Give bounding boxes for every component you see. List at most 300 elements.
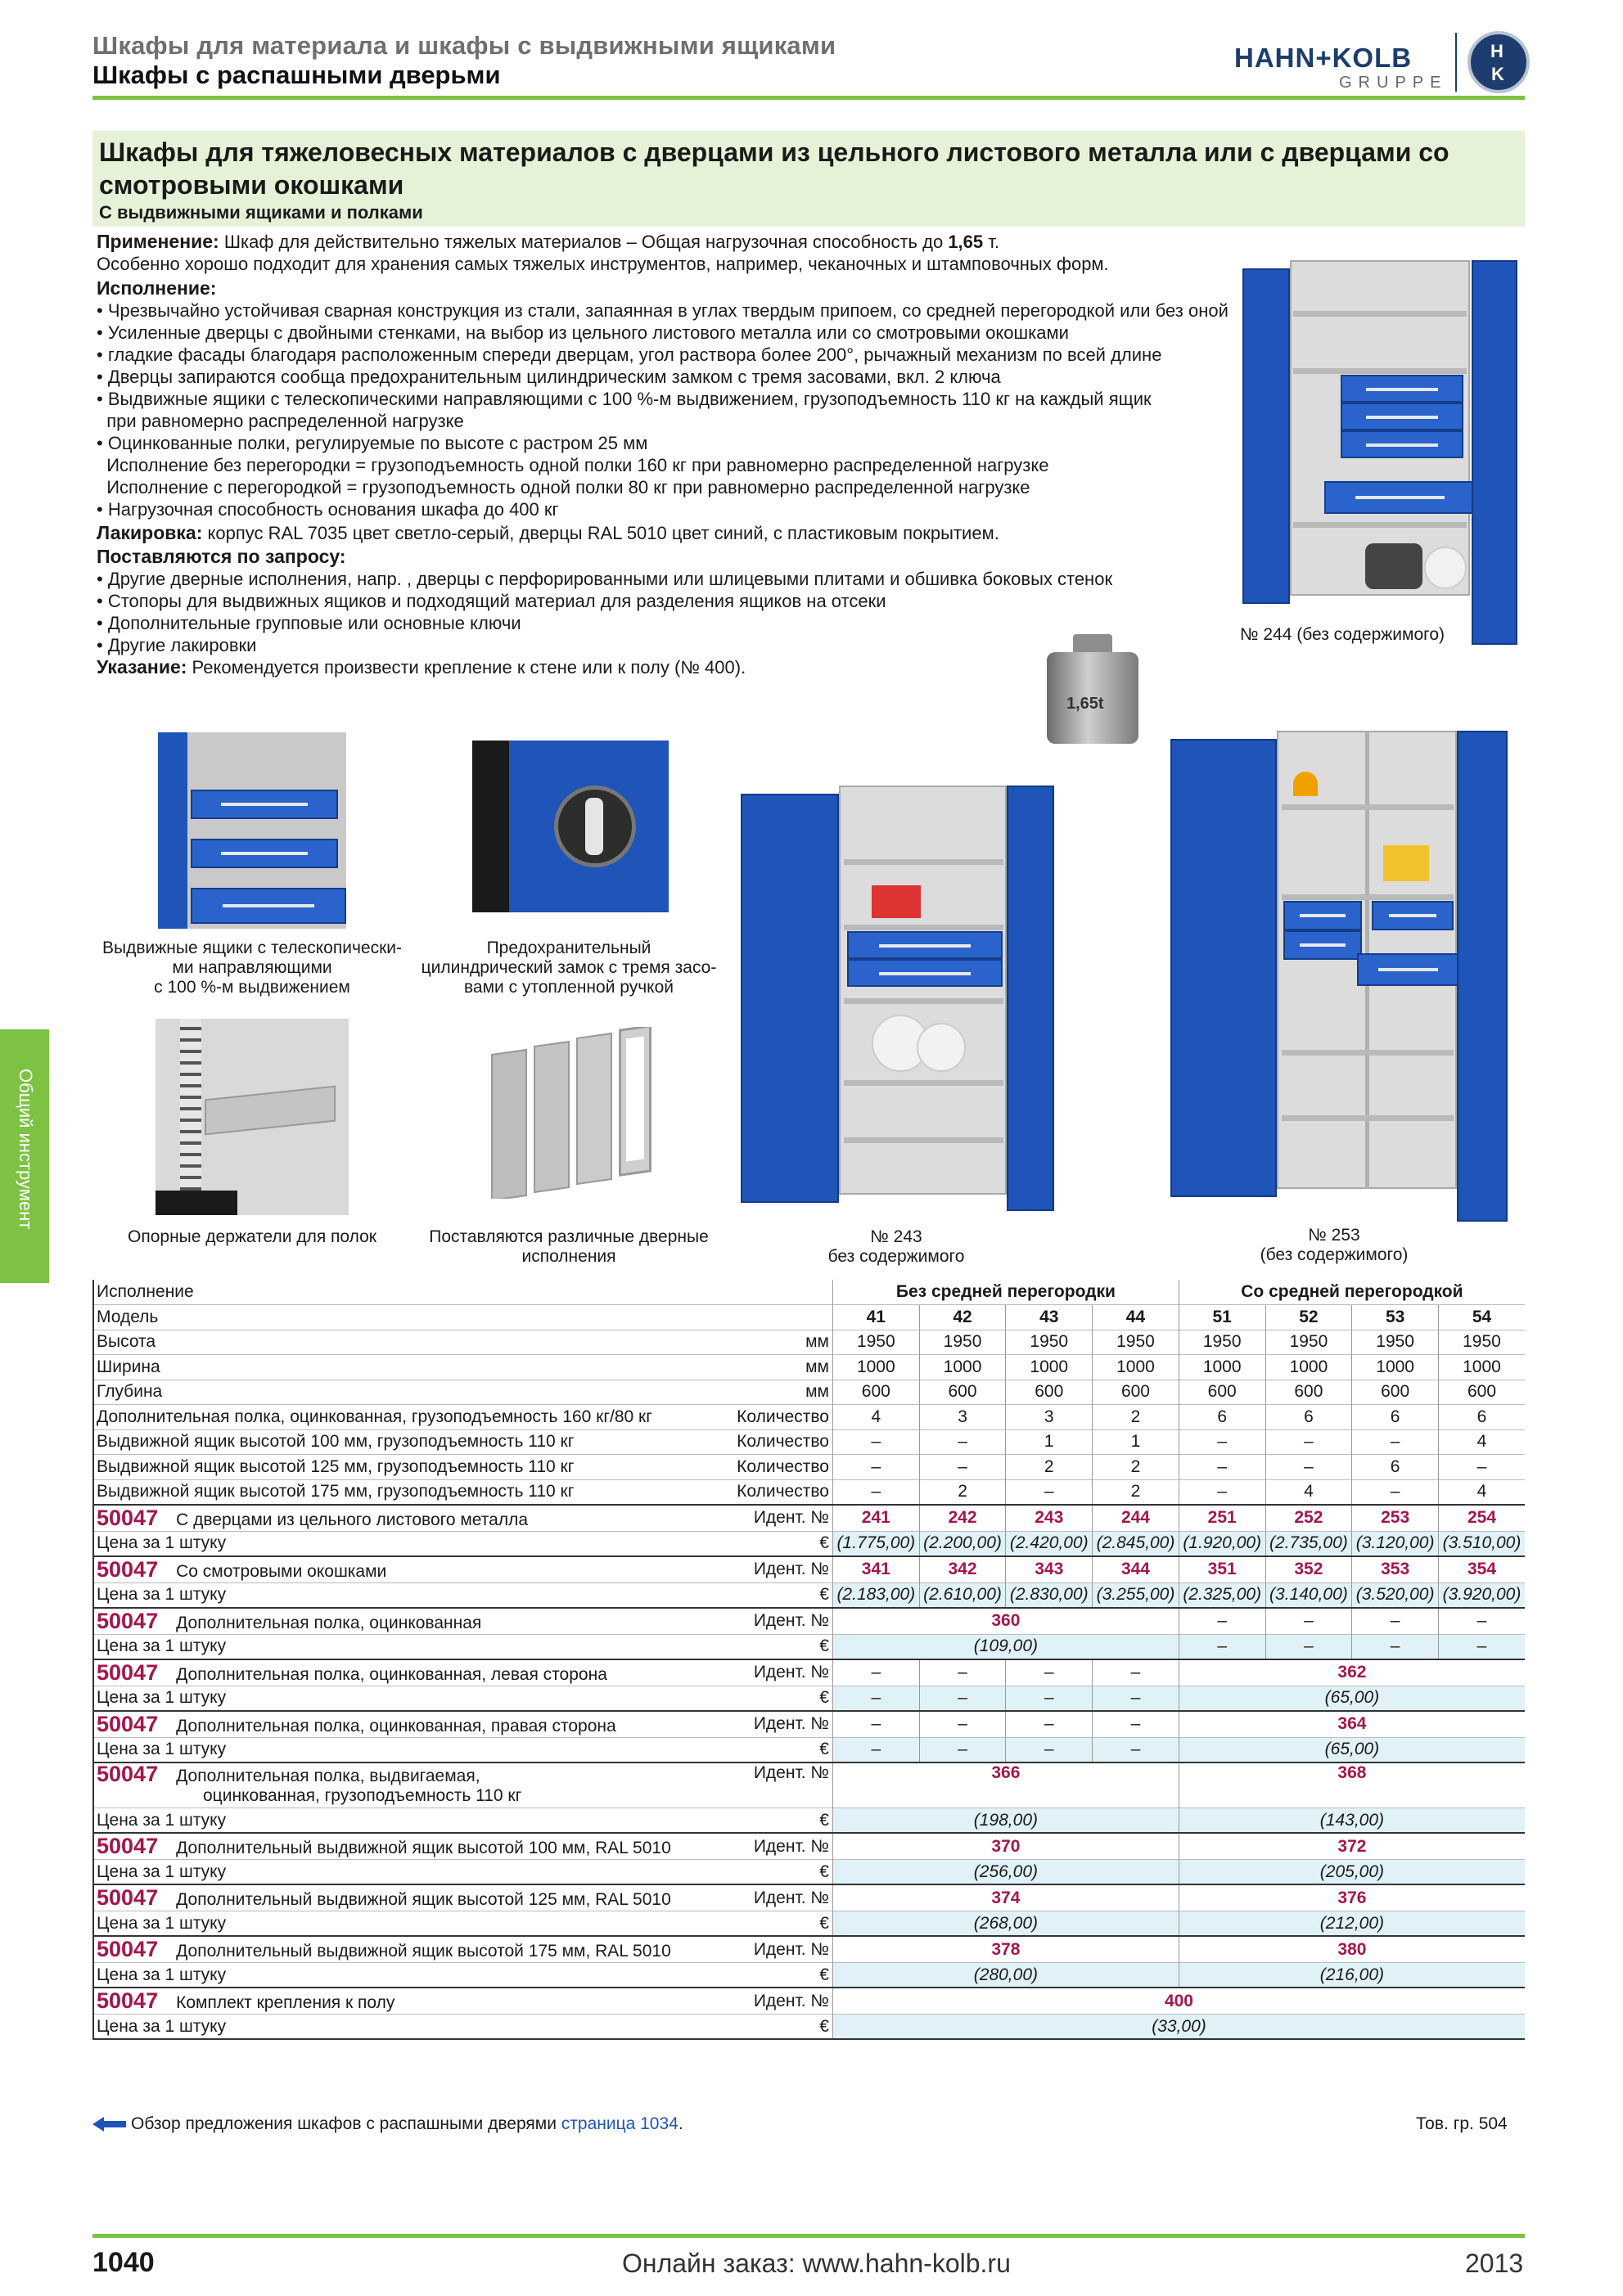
euro-sign: € bbox=[734, 1582, 832, 1608]
item-price: (268,00) bbox=[832, 1911, 1179, 1937]
item-id: 368 bbox=[1179, 1763, 1525, 1808]
item-price: (65,00) bbox=[1179, 1686, 1525, 1711]
spec-row bbox=[93, 1380, 1525, 1405]
spec-value: 600 bbox=[1438, 1380, 1525, 1405]
spec-value: – bbox=[919, 1429, 1006, 1455]
dash: – bbox=[832, 1659, 919, 1686]
catalog-year: 2013 bbox=[1465, 2249, 1524, 2278]
spec-unit: мм bbox=[734, 1380, 832, 1405]
list-item: • Нагрузочная способность основания шкафа до 400 кг bbox=[97, 499, 559, 520]
spec-value: 600 bbox=[1179, 1380, 1265, 1405]
id-label: Идент. № bbox=[734, 1556, 832, 1583]
item-desc-text: Дополнительная полка, оцинкованная, левая сторона bbox=[176, 1664, 607, 1684]
exec-header: Исполнение bbox=[93, 1280, 734, 1305]
list-item: • Чрезвычайно устойчивая сварная конструкция из стали, запаянная в углах твердым припоем, со средней перегородкой или без оной bbox=[97, 300, 1229, 321]
list-item: • Другие дверные исполнения, напр. , дверцы с перфорированными или шлицевыми плитами и обшивка боковых стенок bbox=[97, 569, 1113, 589]
item-price: (65,00) bbox=[1179, 1737, 1525, 1763]
spec-value: 600 bbox=[1006, 1380, 1093, 1405]
door-panels-caption bbox=[413, 1227, 724, 1267]
cabinet-243-caption-text: № 243 без содержимого bbox=[827, 1227, 965, 1266]
item-price-row bbox=[93, 1686, 1525, 1711]
list-item: • Усиленные дверцы с двойными стенками, на выбор из цельного листового металла или со смотровыми окошками bbox=[97, 322, 1069, 343]
item-code: 50047 bbox=[97, 1659, 159, 1685]
euro-sign: € bbox=[734, 1634, 832, 1659]
exec-list bbox=[97, 299, 1234, 520]
cabinet-244-image bbox=[1242, 260, 1521, 653]
spec-value: – bbox=[1352, 1429, 1439, 1455]
item-id: 344 bbox=[1093, 1556, 1179, 1583]
item-code: 50047 bbox=[97, 1711, 159, 1736]
crossref-link[interactable]: страница 1034 bbox=[561, 2114, 679, 2133]
arrow-left-icon bbox=[92, 2117, 104, 2132]
spec-value: 1950 bbox=[1438, 1330, 1525, 1355]
crossref-period: . bbox=[678, 2114, 683, 2133]
drawers-caption bbox=[92, 939, 412, 997]
cabinet-244-caption: № 244 (без содержимого) bbox=[1239, 625, 1445, 644]
item-price: (1.775,00) bbox=[832, 1531, 919, 1556]
spec-value: – bbox=[832, 1455, 919, 1480]
spec-value: – bbox=[1352, 1479, 1439, 1505]
spec-value: 2 bbox=[1006, 1455, 1093, 1480]
item-id: 254 bbox=[1438, 1505, 1525, 1532]
paint-label: Лакировка: bbox=[97, 522, 203, 543]
dash: – bbox=[1265, 1634, 1352, 1659]
header-divider bbox=[92, 96, 1525, 100]
dash: – bbox=[1093, 1711, 1179, 1738]
exec-label: Исполнение: bbox=[97, 277, 217, 299]
cabinet-243-caption bbox=[782, 1227, 1011, 1267]
lock-caption-text: Предохранительный цилиндрический замок с тремя засо- вами с утопленной ручкой bbox=[421, 939, 717, 997]
item-price-row bbox=[93, 1911, 1525, 1937]
dash: – bbox=[1179, 1608, 1265, 1635]
dash: – bbox=[832, 1737, 919, 1763]
spec-value: 2 bbox=[1093, 1479, 1179, 1505]
item-id-row bbox=[93, 1659, 1525, 1686]
seal-letter-bottom: K bbox=[1491, 64, 1504, 84]
spec-row bbox=[93, 1429, 1525, 1455]
spec-value: – bbox=[1438, 1455, 1525, 1480]
spec-unit: Количество bbox=[734, 1429, 832, 1455]
item-price: (256,00) bbox=[832, 1860, 1179, 1885]
item-id: 353 bbox=[1352, 1556, 1439, 1583]
use-capacity: 1,65 bbox=[948, 232, 984, 252]
spec-value: – bbox=[919, 1455, 1006, 1480]
paint-text: корпус RAL 7035 цвет светло-серый, дверцы RAL 5010 цвет синий, с пластиковым покрытием. bbox=[202, 523, 999, 543]
spec-value: – bbox=[832, 1479, 919, 1505]
shelf-holders-caption: Опорные держатели для полок bbox=[128, 1227, 376, 1246]
item-price-row bbox=[93, 1634, 1525, 1659]
spec-value: 6 bbox=[1179, 1405, 1265, 1430]
product-title-box bbox=[92, 131, 1525, 227]
item-id: 360 bbox=[832, 1608, 1179, 1635]
item-description bbox=[93, 1833, 734, 1860]
list-item: • гладкие фасады благодаря расположенным спереди дверцам, угол раствора более 200°, рычажный механизм по всей длине bbox=[97, 344, 1162, 365]
spec-value: 1000 bbox=[1179, 1355, 1265, 1380]
spec-value: 600 bbox=[1352, 1380, 1439, 1405]
item-id-row bbox=[93, 1833, 1525, 1860]
dash: – bbox=[1006, 1659, 1093, 1686]
item-id: 351 bbox=[1179, 1556, 1265, 1583]
item-description bbox=[93, 1505, 734, 1532]
lock-caption bbox=[413, 939, 724, 997]
spec-value: 6 bbox=[1352, 1455, 1439, 1480]
item-price-row bbox=[93, 1531, 1525, 1556]
dash: – bbox=[1352, 1608, 1439, 1635]
euro-sign: € bbox=[734, 1963, 832, 1988]
spec-value: 1950 bbox=[1006, 1330, 1093, 1355]
spec-value: 4 bbox=[832, 1405, 919, 1430]
spec-value: 1950 bbox=[832, 1330, 919, 1355]
dash: – bbox=[919, 1711, 1006, 1738]
spec-value: 1000 bbox=[1093, 1355, 1179, 1380]
item-price: (3.140,00) bbox=[1265, 1582, 1352, 1608]
model-number: 44 bbox=[1093, 1305, 1179, 1330]
table-cell bbox=[734, 1280, 832, 1305]
item-desc-text: Дополнительный выдвижной ящик высотой 100 мм, RAL 5010 bbox=[176, 1839, 671, 1857]
item-code: 50047 bbox=[97, 1988, 159, 2013]
item-price: (280,00) bbox=[832, 1963, 1179, 1988]
spec-row bbox=[93, 1405, 1525, 1430]
section-side-tab-label: Общий инструмент bbox=[16, 1069, 36, 1230]
model-number: 51 bbox=[1179, 1305, 1265, 1330]
spec-value: 1000 bbox=[832, 1355, 919, 1380]
shelf-holders-photo bbox=[156, 1019, 349, 1215]
spec-unit: мм bbox=[734, 1330, 832, 1355]
spec-value: – bbox=[1179, 1479, 1265, 1505]
item-code: 50047 bbox=[97, 1885, 159, 1910]
cabinet-253-image bbox=[1170, 731, 1514, 1230]
euro-sign: € bbox=[734, 1808, 832, 1834]
spec-row bbox=[93, 1479, 1525, 1505]
id-label: Идент. № bbox=[734, 1988, 832, 2015]
brand-logo bbox=[1234, 31, 1529, 95]
footer-crossref bbox=[92, 2114, 683, 2134]
dash: – bbox=[1006, 1737, 1093, 1763]
item-description bbox=[93, 1988, 734, 2015]
item-id: 362 bbox=[1179, 1659, 1525, 1686]
item-price: (3.920,00) bbox=[1438, 1582, 1525, 1608]
dash: – bbox=[919, 1686, 1006, 1711]
list-item: • Стопоры для выдвижных ящиков и подходящий материал для разделения ящиков на отсеки bbox=[97, 591, 886, 611]
item-price: (3.510,00) bbox=[1438, 1531, 1525, 1556]
note-text: Рекомендуется произвести крепление к стене или к полу (№ 400). bbox=[187, 657, 746, 678]
dash: – bbox=[1093, 1659, 1179, 1686]
cabinet-253-caption-text: № 253 (без содержимого) bbox=[1260, 1226, 1409, 1264]
item-price: (216,00) bbox=[1179, 1963, 1525, 1988]
spec-value: 1950 bbox=[1265, 1330, 1352, 1355]
price-label: Цена за 1 штуку bbox=[93, 1808, 734, 1834]
spec-value: 1950 bbox=[1352, 1330, 1439, 1355]
id-label: Идент. № bbox=[734, 1884, 832, 1911]
spec-unit: Количество bbox=[734, 1479, 832, 1505]
spec-label: Выдвижной ящик высотой 100 мм, грузоподъемность 110 кг bbox=[93, 1429, 734, 1455]
footer-divider bbox=[92, 2234, 1525, 2238]
item-price-row bbox=[93, 2015, 1525, 2040]
item-price: (3.520,00) bbox=[1352, 1582, 1439, 1608]
id-label: Идент. № bbox=[734, 1608, 832, 1635]
spec-unit: Количество bbox=[734, 1405, 832, 1430]
weight-image bbox=[1044, 634, 1142, 749]
spec-row bbox=[93, 1455, 1525, 1480]
weight-label: 1,65t bbox=[1066, 695, 1104, 713]
use-label: Применение: bbox=[97, 231, 219, 252]
spec-value: 1950 bbox=[1093, 1330, 1179, 1355]
item-code: 50047 bbox=[97, 1556, 159, 1582]
dash: – bbox=[1352, 1634, 1439, 1659]
item-id-row bbox=[93, 1936, 1525, 1963]
model-number: 43 bbox=[1006, 1305, 1093, 1330]
dash: – bbox=[1006, 1711, 1093, 1738]
spec-value: 6 bbox=[1438, 1405, 1525, 1430]
item-id: 241 bbox=[832, 1505, 919, 1532]
product-title: Шкафы для тяжеловесных материалов с дверцами из цельного листового металла или с дверцами со смотровыми окошками bbox=[99, 137, 1449, 200]
item-id: 378 bbox=[832, 1936, 1179, 1963]
lock-photo bbox=[472, 741, 669, 912]
brand-name: HAHN+KOLB bbox=[1234, 43, 1413, 73]
price-label: Цена за 1 штуку bbox=[93, 1531, 734, 1556]
item-id-row bbox=[93, 1988, 1525, 2015]
dash: – bbox=[1438, 1608, 1525, 1635]
item-desc-text: Со смотровыми окошками bbox=[176, 1561, 387, 1581]
price-label: Цена за 1 штуку bbox=[93, 1911, 734, 1937]
item-price: (33,00) bbox=[832, 2015, 1525, 2040]
item-price-row bbox=[93, 1860, 1525, 1885]
spec-value: 1000 bbox=[1265, 1355, 1352, 1380]
note-label: Указание: bbox=[97, 656, 187, 678]
spec-value: 1000 bbox=[1438, 1355, 1525, 1380]
item-price-row bbox=[93, 1582, 1525, 1608]
section-side-tab[interactable] bbox=[0, 1029, 49, 1283]
item-id: 342 bbox=[919, 1556, 1006, 1583]
dash: – bbox=[919, 1659, 1006, 1686]
euro-sign: € bbox=[734, 1686, 832, 1711]
spec-value: – bbox=[832, 1429, 919, 1455]
item-id: 400 bbox=[832, 1988, 1525, 2015]
spec-label: Ширина bbox=[93, 1355, 734, 1380]
spec-value: – bbox=[1179, 1455, 1265, 1480]
brand-gruppe: GRUPPE bbox=[1339, 74, 1448, 92]
spec-value: 2 bbox=[1093, 1455, 1179, 1480]
spec-value: 1950 bbox=[919, 1330, 1006, 1355]
euro-sign: € bbox=[734, 1531, 832, 1556]
price-label: Цена за 1 штуку bbox=[93, 1634, 734, 1659]
spec-table bbox=[92, 1280, 1525, 2040]
item-code: 50047 bbox=[97, 1505, 159, 1530]
item-id: 380 bbox=[1179, 1936, 1525, 1963]
item-price-row bbox=[93, 1737, 1525, 1763]
item-desc-text: Дополнительная полка, выдвигаемая, bbox=[176, 1766, 480, 1785]
spec-value: 1 bbox=[1006, 1429, 1093, 1455]
spec-value: – bbox=[1265, 1455, 1352, 1480]
dash: – bbox=[832, 1686, 919, 1711]
item-code: 50047 bbox=[97, 1761, 159, 1786]
euro-sign: € bbox=[734, 2015, 832, 2040]
spec-value: 4 bbox=[1438, 1479, 1525, 1505]
spec-unit: мм bbox=[734, 1355, 832, 1380]
spec-value: 600 bbox=[919, 1380, 1006, 1405]
list-item: • Дополнительные групповые или основные ключи bbox=[97, 613, 521, 633]
model-number: 42 bbox=[919, 1305, 1006, 1330]
id-label: Идент. № bbox=[734, 1711, 832, 1738]
model-number: 41 bbox=[832, 1305, 919, 1330]
spec-value: 1000 bbox=[1006, 1355, 1093, 1380]
spec-value: 1 bbox=[1093, 1429, 1179, 1455]
item-price: (2.735,00) bbox=[1265, 1531, 1352, 1556]
spec-value: 3 bbox=[919, 1405, 1006, 1430]
id-label: Идент. № bbox=[734, 1763, 832, 1808]
product-subtitle: С выдвижными ящиками и полками bbox=[99, 202, 423, 223]
drawers-photo bbox=[158, 732, 346, 929]
item-price: (143,00) bbox=[1179, 1808, 1525, 1834]
item-price: (198,00) bbox=[832, 1808, 1179, 1834]
euro-sign: € bbox=[734, 1911, 832, 1937]
dash: – bbox=[1093, 1686, 1179, 1711]
group-with-header: Со средней перегородкой bbox=[1179, 1280, 1525, 1305]
header-subcategory: Шкафы с распашными дверьми bbox=[92, 61, 501, 89]
id-label: Идент. № bbox=[734, 1936, 832, 1963]
item-id: 370 bbox=[832, 1833, 1179, 1860]
item-id: 374 bbox=[832, 1884, 1179, 1911]
use-line2: Особенно хорошо подходит для хранения самых тяжелых инструментов, например, чеканочных и штамповочных форм. bbox=[97, 254, 1109, 274]
item-desc-text: Комплект крепления к полу bbox=[176, 1993, 395, 2012]
dash: – bbox=[1179, 1634, 1265, 1659]
spec-unit: Количество bbox=[734, 1455, 832, 1480]
item-id: 376 bbox=[1179, 1884, 1525, 1911]
price-label: Цена за 1 штуку bbox=[93, 1737, 734, 1763]
dash: – bbox=[919, 1737, 1006, 1763]
spec-row bbox=[93, 1355, 1525, 1380]
item-id: 354 bbox=[1438, 1556, 1525, 1583]
page-number: 1040 bbox=[92, 2247, 155, 2278]
item-price: (2.325,00) bbox=[1179, 1582, 1265, 1608]
list-item: • Другие лакировки bbox=[97, 635, 257, 655]
spec-value: 4 bbox=[1438, 1429, 1525, 1455]
price-label: Цена за 1 штуку bbox=[93, 1686, 734, 1711]
drawers-caption-text: Выдвижные ящики с телескопически- ми направляющими с 100 %-м выдвижением bbox=[102, 939, 402, 997]
model-number: 52 bbox=[1265, 1305, 1352, 1330]
spec-value: 2 bbox=[919, 1479, 1006, 1505]
product-description bbox=[97, 231, 1234, 678]
spec-value: 6 bbox=[1265, 1405, 1352, 1430]
item-price: (212,00) bbox=[1179, 1911, 1525, 1937]
item-id: 252 bbox=[1265, 1505, 1352, 1532]
list-item: Исполнение без перегородки = грузоподъемность одной полки 160 кг при равномерно распределенной нагрузке bbox=[97, 455, 1049, 475]
list-item: Исполнение с перегородкой = грузоподъемность одной полки 80 кг при равномерно распределенной нагрузке bbox=[97, 477, 1030, 497]
item-description bbox=[93, 1884, 734, 1911]
door-panels-photo bbox=[491, 1027, 655, 1199]
seal-letter-top: H bbox=[1490, 41, 1504, 61]
arrow-bar bbox=[103, 2121, 126, 2127]
spec-value: 1950 bbox=[1179, 1330, 1265, 1355]
item-desc-text: Дополнительная полка, оцинкованная, правая сторона bbox=[176, 1716, 616, 1736]
price-label: Цена за 1 штуку bbox=[93, 2015, 734, 2040]
model-number: 53 bbox=[1352, 1305, 1439, 1330]
spec-row bbox=[93, 1330, 1525, 1355]
dash: – bbox=[1265, 1608, 1352, 1635]
dash: – bbox=[1093, 1737, 1179, 1763]
item-description bbox=[93, 1556, 734, 1583]
spec-value: 3 bbox=[1006, 1405, 1093, 1430]
item-price: (2.830,00) bbox=[1006, 1582, 1093, 1608]
spec-value: 2 bbox=[1093, 1405, 1179, 1430]
header-category: Шкафы для материала и шкафы с выдвижными ящиками bbox=[92, 31, 836, 60]
item-price-row bbox=[93, 1963, 1525, 1988]
spec-value: – bbox=[1265, 1429, 1352, 1455]
exec-row bbox=[93, 1280, 1525, 1305]
item-price: (109,00) bbox=[832, 1634, 1179, 1659]
item-id: 343 bbox=[1006, 1556, 1093, 1583]
item-price: (2.183,00) bbox=[832, 1582, 919, 1608]
item-id: 366 bbox=[832, 1763, 1179, 1808]
brand-separator bbox=[1455, 33, 1457, 92]
spec-label: Выдвижной ящик высотой 175 мм, грузоподъемность 110 кг bbox=[93, 1479, 734, 1505]
list-item: • Оцинкованные полки, регулируемые по высоте с растром 25 мм bbox=[97, 433, 648, 453]
item-id-row bbox=[93, 1763, 1525, 1808]
item-id: 341 bbox=[832, 1556, 919, 1583]
item-price: (2.845,00) bbox=[1093, 1531, 1179, 1556]
item-id-row bbox=[93, 1711, 1525, 1738]
spec-value: – bbox=[1006, 1479, 1093, 1505]
price-label: Цена за 1 штуку bbox=[93, 1860, 734, 1885]
request-label: Поставляются по запросу: bbox=[97, 546, 346, 567]
item-desc-text: С дверцами из цельного листового металла bbox=[176, 1510, 529, 1529]
item-price: (3.255,00) bbox=[1093, 1582, 1179, 1608]
spec-value: 1000 bbox=[919, 1355, 1006, 1380]
product-group: Тов. гр. 504 bbox=[1416, 2114, 1508, 2133]
item-id-row bbox=[93, 1608, 1525, 1635]
item-id-row bbox=[93, 1556, 1525, 1583]
online-order: Онлайн заказ: www.hahn-kolb.ru bbox=[622, 2249, 1011, 2278]
item-price-row bbox=[93, 1808, 1525, 1834]
group-without-header: Без средней перегородки bbox=[832, 1280, 1179, 1305]
model-number: 54 bbox=[1438, 1305, 1525, 1330]
item-desc-text: Дополнительная полка, оцинкованная bbox=[176, 1613, 482, 1632]
door-panels-caption-text: Поставляются различные дверные исполнения bbox=[429, 1227, 709, 1266]
item-price: (2.200,00) bbox=[919, 1531, 1006, 1556]
item-id-row bbox=[93, 1505, 1525, 1532]
item-id: 364 bbox=[1179, 1711, 1525, 1738]
use-unit: т. bbox=[983, 232, 1000, 252]
price-label: Цена за 1 штуку bbox=[93, 1582, 734, 1608]
item-price: (3.120,00) bbox=[1352, 1531, 1439, 1556]
crossref-text: Обзор предложения шкафов с распашными дверями bbox=[131, 2114, 561, 2133]
spec-label: Высота bbox=[93, 1330, 734, 1355]
spec-label: Дополнительная полка, оцинкованная, грузоподъемность 160 кг/80 кг bbox=[93, 1405, 734, 1430]
table-cell bbox=[734, 1305, 832, 1330]
brand-seal-icon bbox=[1467, 31, 1530, 93]
spec-value: 6 bbox=[1352, 1405, 1439, 1430]
cabinet-253-caption bbox=[1220, 1226, 1449, 1265]
item-id: 244 bbox=[1093, 1505, 1179, 1532]
item-description bbox=[93, 1608, 734, 1635]
spec-value: – bbox=[1179, 1429, 1265, 1455]
item-id: 243 bbox=[1006, 1505, 1093, 1532]
item-desc-text: Дополнительный выдвижной ящик высотой 125 мм, RAL 5010 bbox=[176, 1890, 671, 1909]
model-row bbox=[93, 1305, 1525, 1330]
item-id-row bbox=[93, 1884, 1525, 1911]
item-description bbox=[93, 1711, 734, 1738]
spec-value: 600 bbox=[1093, 1380, 1179, 1405]
id-label: Идент. № bbox=[734, 1833, 832, 1860]
item-id: 251 bbox=[1179, 1505, 1265, 1532]
spec-label: Глубина bbox=[93, 1380, 734, 1405]
item-code: 50047 bbox=[97, 1608, 159, 1633]
spec-label: Выдвижной ящик высотой 125 мм, грузоподъемность 110 кг bbox=[93, 1455, 734, 1480]
list-item: • Выдвижные ящики с телескопическими направляющими с 100 %-м выдвижением, грузоподъемность 110 кг на каждый ящик bbox=[97, 389, 1152, 409]
item-id: 372 bbox=[1179, 1833, 1525, 1860]
item-description bbox=[93, 1659, 734, 1686]
spec-value: 1000 bbox=[1352, 1355, 1439, 1380]
